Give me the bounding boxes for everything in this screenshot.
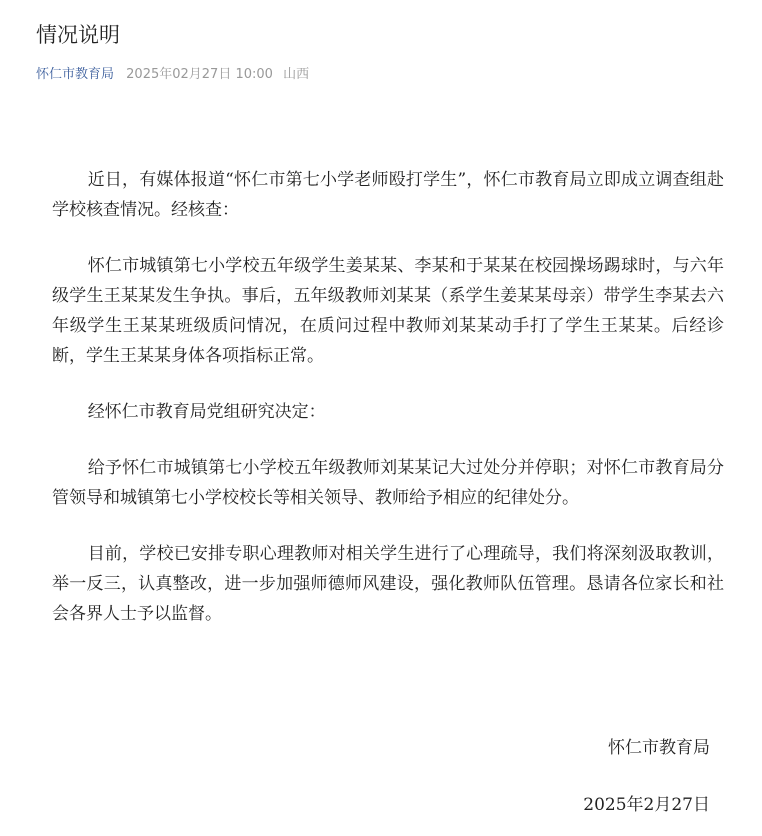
article-meta	[36, 66, 726, 84]
article-body	[52, 165, 724, 655]
source-link[interactable]: 怀仁市教育局	[36, 67, 115, 82]
paragraph-followup: 目前，学校已安排专职心理教师对相关学生进行了心理疏导，我们将深刻汲取教训，举一反三，认真整改，进一步加强师德师风建设，强化教师队伍管理。恳请各位家长和社会各界人士予以监督。	[52, 544, 724, 624]
paragraph-intro: 近日，有媒体报道“怀仁市第七小学老师殴打学生”，怀仁市教育局立即成立调查组赴学校核查情况。经核查：	[52, 170, 724, 220]
paragraph-findings: 怀仁市城镇第七小学校五年级学生姜某某、李某和于某某在校园操场踢球时，与六年级学生王某某发生争执。事后，五年级教师刘某某（系学生姜某某母亲）带学生李某去六年级学生王某某班级质问情况，在质问过程中教师刘某某动手打了学生王某某。后经诊断，学生王某某身体各项指标正常。	[52, 256, 724, 366]
publish-location: 山西	[283, 67, 310, 82]
page-title: 情况说明	[36, 23, 120, 47]
article-header	[36, 18, 726, 84]
signature-date: 2025年2月27日	[583, 795, 710, 815]
paragraph-decision: 给予怀仁市城镇第七小学校五年级教师刘某某记大过处分并停职；对怀仁市教育局分管领导和城镇第七小学校校长等相关领导、教师给予相应的纪律处分。	[52, 458, 724, 508]
paragraph-decision-intro: 经怀仁市教育局党组研究决定：	[87, 402, 326, 422]
signature: 怀仁市教育局	[608, 738, 710, 758]
publish-datetime: 2025年02月27日 10:00	[126, 67, 273, 82]
